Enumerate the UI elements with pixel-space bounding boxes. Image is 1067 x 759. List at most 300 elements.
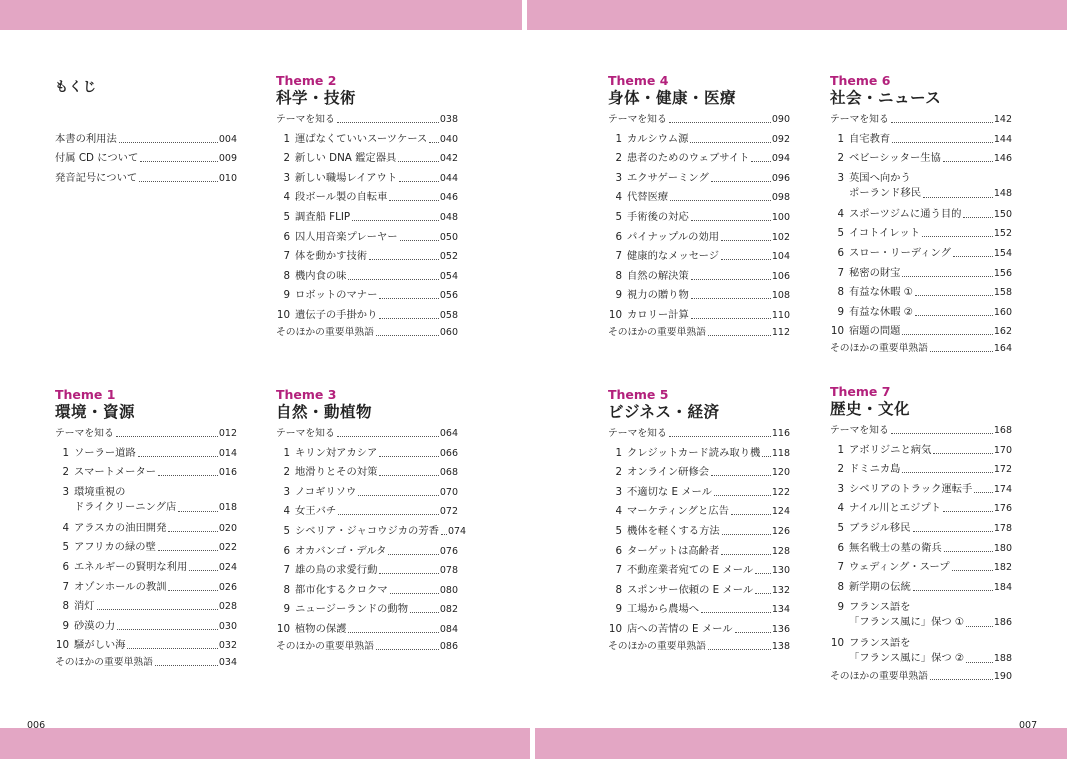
entry-number: 1	[837, 443, 844, 456]
theme-label: Theme 3	[276, 387, 337, 402]
entry-title: アラスカの油田開発	[74, 521, 167, 534]
entry-page: 152	[993, 228, 1012, 240]
entry-page: 040	[439, 133, 458, 145]
entry-page: 060	[439, 326, 458, 338]
entry-title: 遺伝子の手掛かり	[295, 308, 378, 321]
toc-entry[interactable]	[276, 266, 458, 286]
theme-extra-entry[interactable]	[608, 639, 790, 656]
leader-dots	[358, 495, 439, 496]
toc-entry[interactable]	[608, 619, 790, 639]
theme-intro-entry[interactable]	[830, 112, 1012, 129]
entry-number: 6	[615, 230, 622, 243]
toc-entry[interactable]	[55, 597, 237, 617]
leader-dots	[189, 570, 218, 571]
entry-number: 1	[615, 132, 622, 145]
entry-number: 9	[283, 603, 290, 616]
toc-entry[interactable]	[276, 600, 458, 620]
theme-intro-entry[interactable]	[830, 423, 1012, 440]
entry-number: 10	[276, 308, 290, 321]
entry-page: 132	[771, 584, 790, 596]
entry-page: 164	[993, 343, 1012, 355]
entry-title-line-1: 環境重視の	[74, 486, 126, 499]
entry-page: 064	[439, 428, 458, 439]
entry-number: 10	[608, 308, 622, 321]
toc-entry[interactable]	[276, 188, 458, 208]
entry-page: 128	[771, 545, 790, 557]
entry-title: そのほかの重要単熟語	[276, 640, 374, 652]
toc-entry[interactable]	[276, 521, 467, 541]
leader-dots	[376, 335, 439, 336]
entry-title: 段ボール製の自転車	[295, 191, 388, 204]
entry-title: キリン対アカシア	[295, 446, 378, 459]
toc-entry[interactable]	[55, 577, 237, 597]
toc-entry[interactable]	[830, 224, 1012, 244]
entry-page: 078	[439, 565, 458, 577]
toc-entry[interactable]	[608, 305, 790, 325]
theme-title: 身体・健康・医療	[608, 89, 737, 107]
leader-dots	[913, 590, 993, 591]
theme-label: Theme 1	[55, 387, 116, 402]
theme-label: Theme 5	[608, 387, 669, 402]
toc-entry[interactable]	[276, 149, 458, 169]
entry-number: 1	[837, 132, 844, 145]
toc-entry[interactable]	[830, 168, 1012, 204]
theme-intro-entry[interactable]	[608, 112, 790, 129]
leader-dots	[762, 456, 771, 457]
toc-entry[interactable]	[608, 541, 790, 561]
entry-page: 148	[993, 188, 1012, 200]
entry-title: 患者のためのウェブサイト	[627, 152, 750, 165]
entry-number: 10	[830, 636, 844, 649]
toc-entry[interactable]	[55, 463, 237, 483]
toc-entry[interactable]	[608, 600, 790, 620]
entry-number: 7	[283, 250, 290, 263]
leader-dots	[158, 475, 218, 476]
toc-entry[interactable]	[608, 463, 790, 483]
entry-page: 158	[993, 287, 1012, 299]
leader-dots	[966, 662, 993, 663]
toc-entry[interactable]	[608, 580, 790, 600]
leader-dots	[158, 550, 218, 551]
entry-number: 3	[837, 482, 844, 495]
entry-title: ニュージーランドの動物	[295, 603, 409, 616]
entry-number: 6	[62, 560, 69, 573]
entry-title: ウェディング・スープ	[849, 561, 950, 574]
entry-page: 160	[993, 306, 1012, 318]
leader-dots	[708, 649, 771, 650]
entry-title: ベビーシッター生協	[849, 152, 941, 165]
toc-entry[interactable]	[830, 129, 1012, 149]
toc-entry[interactable]	[276, 482, 458, 502]
toc-entry[interactable]	[276, 305, 458, 325]
entry-number: 7	[837, 266, 844, 279]
entry-number: 8	[615, 583, 622, 596]
entry-title: 運ばなくていいスーツケース	[295, 132, 428, 145]
entry-number: 6	[615, 544, 622, 557]
entry-title: オンライン研修会	[627, 466, 710, 479]
toc-entry[interactable]	[608, 502, 790, 522]
entry-title: ブラジル移民	[849, 521, 911, 534]
toc-entry[interactable]	[55, 149, 237, 169]
entry-number: 5	[283, 210, 290, 223]
entry-number: 3	[837, 172, 844, 185]
entry-number: 6	[837, 541, 844, 554]
entry-page: 072	[439, 506, 458, 518]
entry-number: 5	[62, 541, 69, 554]
entry-number: 7	[615, 564, 622, 577]
entry-page: 176	[993, 503, 1012, 515]
leader-dots	[119, 142, 218, 143]
leader-dots	[116, 436, 218, 437]
entry-number: 7	[837, 561, 844, 574]
toc-entry[interactable]	[55, 616, 237, 636]
theme-extra-entry[interactable]	[608, 325, 790, 342]
toc-entry[interactable]	[608, 168, 790, 188]
toc-entry[interactable]	[55, 443, 237, 463]
toc-entry[interactable]	[55, 518, 237, 538]
toc-entry[interactable]	[608, 149, 790, 169]
entry-title: ターゲットは高齢者	[627, 544, 720, 557]
toc-entry[interactable]	[276, 580, 458, 600]
toc-entry[interactable]	[608, 561, 790, 581]
leader-dots	[974, 492, 993, 493]
leader-dots	[376, 649, 439, 650]
entry-page: 084	[439, 623, 458, 635]
entry-title: テーマを知る	[276, 428, 335, 439]
entry-title: 体を動かす技術	[295, 250, 368, 263]
entry-title: 自然の解決策	[627, 269, 689, 282]
leader-dots	[390, 593, 439, 594]
toc-entry[interactable]	[830, 597, 1012, 633]
entry-page: 106	[771, 270, 790, 282]
toc-entry[interactable]	[276, 463, 458, 483]
toc-entry[interactable]	[55, 129, 237, 149]
toc-entry[interactable]	[830, 633, 1012, 669]
theme-title: 自然・動植物	[276, 403, 373, 421]
entry-title: 砂漠の力	[74, 619, 116, 632]
entry-title: 植物の保護	[295, 622, 347, 635]
leader-dots	[721, 554, 771, 555]
page-number-left: 006	[27, 720, 46, 731]
leader-dots	[691, 220, 771, 221]
entry-number: 8	[283, 269, 290, 282]
entry-title: 新学期の伝統	[849, 580, 911, 593]
entry-title: 囚人用音楽プレーヤー	[295, 230, 398, 243]
entry-page: 032	[218, 640, 237, 652]
entry-number: 6	[283, 544, 290, 557]
leader-dots	[711, 475, 771, 476]
entry-title: アボリジニと病気	[849, 443, 932, 456]
page-number-right: 007	[1019, 720, 1038, 731]
entry-title: 店への苦情の E メール	[627, 622, 733, 635]
theme-extra-entry[interactable]	[830, 341, 1012, 358]
toc-entry[interactable]	[276, 286, 458, 306]
bottom-band-right	[535, 728, 1067, 759]
entry-page: 012	[218, 428, 237, 439]
entry-title: スポーツジムに通う目的	[849, 207, 962, 220]
theme-section-2	[276, 74, 458, 342]
entry-title: 不適切な E メール	[627, 485, 712, 498]
toc-entry[interactable]	[608, 188, 790, 208]
entry-body	[849, 636, 1012, 666]
entry-title: スロー・リーディング	[849, 246, 951, 259]
leader-dots	[953, 256, 993, 257]
entry-number: 3	[615, 485, 622, 498]
entry-title: 無名戦士の墓の衛兵	[849, 541, 942, 554]
toc-entry[interactable]	[830, 263, 1012, 283]
entry-page: 180	[993, 542, 1012, 554]
theme-extra-entry[interactable]	[55, 655, 237, 672]
entry-number: 8	[62, 600, 69, 613]
entry-page: 178	[993, 522, 1012, 534]
entry-title: オゾンホールの教訓	[74, 580, 167, 593]
entry-page: 070	[439, 486, 458, 498]
entry-title: 工場から農場へ	[627, 603, 700, 616]
theme-extra-entry[interactable]	[276, 325, 458, 342]
entry-page: 098	[771, 192, 790, 204]
leader-dots	[944, 551, 993, 552]
entry-number: 8	[837, 580, 844, 593]
entry-title: そのほかの重要単熟語	[608, 640, 706, 652]
entry-number: 9	[837, 600, 844, 613]
entry-body	[849, 171, 1012, 201]
toc-entry[interactable]	[830, 204, 1012, 224]
entry-title: 機体を軽くする方法	[627, 524, 720, 537]
theme-intro-entry[interactable]	[276, 112, 458, 129]
leader-dots	[691, 298, 771, 299]
toc-entry[interactable]	[830, 499, 1012, 519]
entry-title: 都市化するクロクマ	[295, 583, 388, 596]
entry-number: 2	[615, 152, 622, 165]
entry-number: 1	[615, 446, 622, 459]
entry-number: 2	[615, 466, 622, 479]
entry-title: 不動産業者宛ての E メール	[627, 564, 754, 577]
toc-entry[interactable]	[276, 443, 458, 463]
entry-number: 3	[62, 486, 69, 499]
entry-number: 2	[283, 466, 290, 479]
entry-page: 068	[439, 467, 458, 479]
toc-entry[interactable]	[608, 443, 790, 463]
theme-intro-entry[interactable]	[608, 426, 790, 443]
leader-dots	[930, 679, 993, 680]
entry-number: 7	[615, 250, 622, 263]
entry-page: 038	[439, 114, 458, 125]
entry-page: 092	[771, 133, 790, 145]
leader-dots	[930, 351, 993, 352]
toc-entry[interactable]	[830, 518, 1012, 538]
entry-title: ロボットのマナー	[295, 289, 378, 302]
entry-number: 7	[283, 564, 290, 577]
toc-entry[interactable]	[830, 460, 1012, 480]
entry-page: 009	[218, 153, 237, 165]
entry-number: 3	[283, 171, 290, 184]
leader-dots	[892, 142, 993, 143]
toc-entry[interactable]	[276, 619, 458, 639]
toc-entry[interactable]	[276, 541, 458, 561]
entry-page: 018	[218, 502, 237, 514]
entry-page: 188	[993, 652, 1012, 664]
entry-page: 120	[771, 467, 790, 479]
entry-page: 112	[771, 326, 790, 338]
leader-dots	[891, 433, 993, 434]
toc-entry[interactable]	[830, 243, 1012, 263]
entry-title: 健康的なメッセージ	[627, 250, 720, 263]
entry-page: 108	[771, 290, 790, 302]
entry-page: 058	[439, 309, 458, 321]
entry-title: 宿題の問題	[849, 325, 901, 338]
theme-title: 歴史・文化	[830, 400, 911, 418]
leader-dots	[722, 534, 771, 535]
entry-page: 014	[218, 447, 237, 459]
leader-dots	[138, 456, 218, 457]
toc-entry[interactable]	[830, 577, 1012, 597]
entry-number: 6	[837, 246, 844, 259]
toc-entry[interactable]	[608, 266, 790, 286]
entry-page: 004	[218, 133, 237, 145]
toc-entry[interactable]	[830, 322, 1012, 342]
entry-page: 080	[439, 584, 458, 596]
entry-number: 2	[837, 463, 844, 476]
leader-dots	[721, 240, 771, 241]
entry-title-line-1: 英国へ向かう	[849, 172, 911, 185]
leader-dots	[178, 511, 218, 512]
entry-number: 8	[615, 269, 622, 282]
entry-page: 130	[771, 565, 790, 577]
top-band-left	[0, 0, 522, 30]
toc-entry[interactable]	[55, 168, 237, 188]
theme-label: Theme 7	[830, 384, 891, 399]
leader-dots	[701, 612, 771, 613]
toc-entry[interactable]	[608, 521, 790, 541]
toc-entry[interactable]	[830, 283, 1012, 303]
entry-title: テーマを知る	[608, 114, 667, 125]
leader-dots	[97, 609, 218, 610]
entry-number: 2	[62, 466, 69, 479]
toc-entry[interactable]	[276, 502, 458, 522]
entry-title: ソーラー道路	[74, 446, 136, 459]
entry-page: 172	[993, 464, 1012, 476]
entry-title: 自宅教育	[849, 132, 891, 145]
leader-dots	[902, 472, 992, 473]
entry-page: 096	[771, 172, 790, 184]
leader-dots	[400, 240, 439, 241]
entry-number: 1	[62, 446, 69, 459]
entry-page: 154	[993, 247, 1012, 259]
entry-line-2	[849, 186, 1012, 201]
leader-dots	[348, 279, 438, 280]
entry-title: ナイル川とエジプト	[849, 502, 941, 515]
toc-entry[interactable]	[830, 538, 1012, 558]
entry-page: 042	[439, 153, 458, 165]
leader-dots	[708, 335, 771, 336]
leader-dots	[943, 161, 993, 162]
entry-body	[74, 485, 237, 515]
theme-extra-entry[interactable]	[830, 669, 1012, 686]
entry-title: 付属 CD について	[55, 152, 139, 165]
entry-page: 046	[439, 192, 458, 204]
toc-entry[interactable]	[276, 227, 458, 247]
leader-dots	[369, 259, 439, 260]
entry-page: 054	[439, 270, 458, 282]
entry-number: 4	[62, 521, 69, 534]
toc-title: もくじ	[55, 80, 98, 95]
entry-title: シベリアのトラック運転手	[849, 482, 973, 495]
theme-extra-entry[interactable]	[276, 639, 458, 656]
leader-dots	[337, 122, 439, 123]
entry-page: 186	[993, 616, 1012, 628]
leader-dots	[379, 456, 439, 457]
toc-entry[interactable]	[55, 538, 237, 558]
leader-dots	[691, 279, 771, 280]
entry-number: 9	[615, 603, 622, 616]
entry-page: 142	[993, 114, 1012, 125]
entry-number: 7	[62, 580, 69, 593]
leader-dots	[441, 534, 447, 535]
toc-entry[interactable]	[55, 636, 237, 656]
toc-entry[interactable]	[830, 149, 1012, 169]
toc-entry[interactable]	[830, 302, 1012, 322]
entry-page: 116	[771, 428, 790, 439]
entry-title: テーマを知る	[55, 428, 114, 439]
toc-entry[interactable]	[276, 168, 458, 188]
toc-entry[interactable]	[276, 247, 458, 267]
entry-title: 本書の利用法	[55, 132, 117, 145]
toc-entry[interactable]	[608, 207, 790, 227]
toc-entry[interactable]	[608, 286, 790, 306]
entry-number: 10	[830, 325, 844, 338]
leader-dots	[379, 573, 438, 574]
theme-intro-entry[interactable]	[55, 426, 237, 443]
entry-page: 144	[993, 133, 1012, 145]
toc-entry[interactable]	[276, 561, 458, 581]
toc-intro-section	[55, 76, 237, 188]
entry-title: テーマを知る	[608, 428, 667, 439]
entry-title: シベリア・ジャコウジカの芳香	[295, 524, 439, 537]
entry-title: 視力の贈り物	[627, 289, 689, 302]
toc-entry[interactable]	[608, 227, 790, 247]
theme-section-5	[608, 388, 790, 656]
entry-title: 有益な休暇 ①	[849, 286, 913, 299]
entry-page: 104	[771, 251, 790, 263]
leader-dots	[755, 573, 771, 574]
entry-number: 10	[55, 639, 69, 652]
leader-dots	[902, 334, 992, 335]
bottom-band-left	[0, 728, 530, 759]
toc-entry[interactable]	[608, 247, 790, 267]
leader-dots	[952, 570, 993, 571]
toc-entry[interactable]	[276, 207, 458, 227]
entry-title: カロリー計算	[627, 308, 689, 321]
entry-line-2	[849, 651, 1012, 666]
toc-entry[interactable]	[830, 440, 1012, 460]
theme-title: 科学・技術	[276, 89, 357, 107]
leader-dots	[379, 318, 438, 319]
theme-intro-entry[interactable]	[276, 426, 458, 443]
leader-dots	[922, 236, 993, 237]
toc-entry[interactable]	[608, 482, 790, 502]
entry-page: 022	[218, 542, 237, 554]
toc-entry[interactable]	[55, 557, 237, 577]
toc-entry[interactable]	[276, 129, 458, 149]
toc-entry[interactable]	[830, 558, 1012, 578]
entry-number: 5	[837, 521, 844, 534]
toc-entry[interactable]	[830, 479, 1012, 499]
toc-entry[interactable]	[55, 482, 237, 518]
leader-dots	[721, 259, 771, 260]
leader-dots	[735, 632, 771, 633]
toc-entry[interactable]	[608, 129, 790, 149]
leader-dots	[751, 161, 770, 162]
